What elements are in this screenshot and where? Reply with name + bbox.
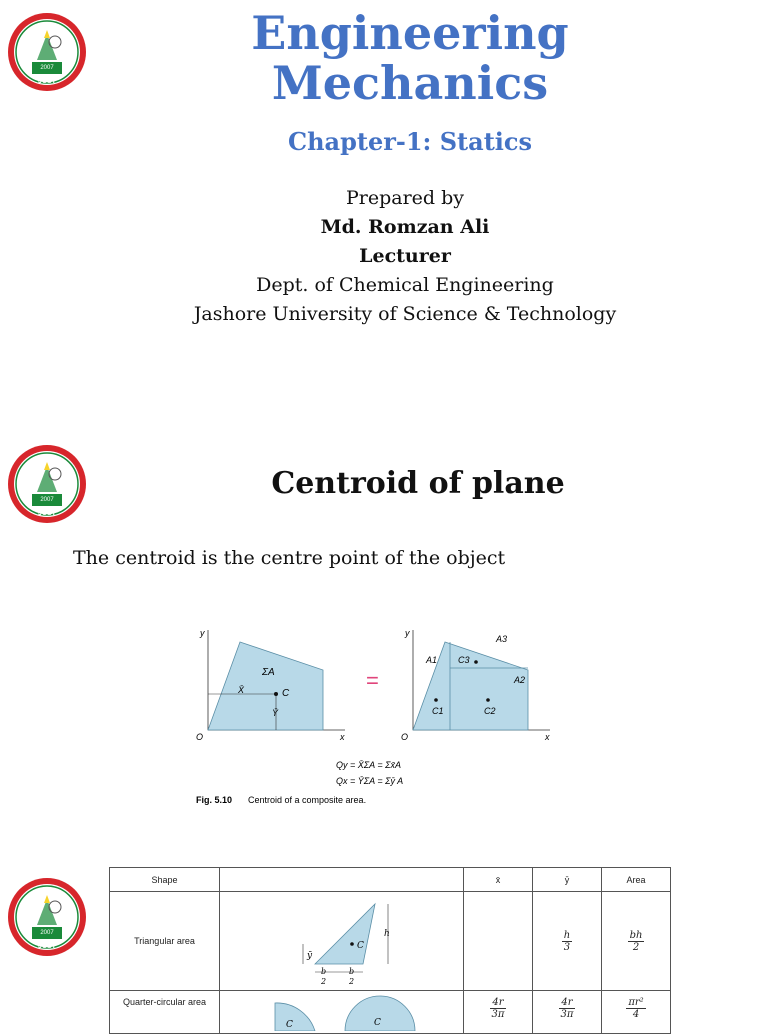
slide-title: Centroid of plane [271,466,565,501]
ybar-denominator: 3π [560,1009,574,1020]
ybar-numerator: h [563,929,571,941]
title-line-2: Mechanics [271,56,549,110]
origin-label-right: O [401,732,409,742]
shape-name: Quarter-circular area [110,991,220,1034]
quarter-circle-figure-cell [220,991,464,1034]
equation-qy: Qy = X̄ΣA = Σx̄A [336,760,401,770]
centroid-label: C [282,688,290,699]
svg-text:C: C [374,1018,381,1028]
author-name: Md. Romzan Ali [320,216,490,238]
ybar-label: Ȳ [272,708,279,718]
area-denominator: 2 [632,941,640,953]
header-shape: Shape [110,868,220,892]
xbar-label: X̄ [238,685,245,695]
university-logo [7,877,87,957]
prepared-by: Prepared by [345,187,465,209]
triangle-figure-cell [220,892,464,991]
equals-sign: = [366,668,379,693]
c3-label: C3 [458,655,470,665]
logo-year: 2007 [40,930,54,936]
a2-label: A2 [514,675,526,685]
svg-text:C: C [286,1020,293,1030]
two-label-2: 2 [349,977,355,986]
chapter-title: Chapter-1: Statics [287,127,533,156]
figure-caption-text: Centroid of a composite area. [248,795,367,805]
author-position: Lecturer [359,245,451,267]
b-label-1: b [321,967,327,976]
b-label-2: b [349,967,355,976]
triangle-area [602,892,671,991]
height-label: h [384,929,390,939]
centroid-composite-figure [190,620,570,810]
area-numerator: bh [629,929,643,941]
quarter-circle-figure [220,991,463,1031]
triangle-xbar [464,892,533,991]
logo-abbr: JUST [38,510,56,517]
ybar-label: ȳ [307,951,313,961]
x-axis-label: x [340,732,345,742]
header-xbar: x̄ [464,868,533,892]
area-numerator: πr² [628,997,644,1008]
origin-label: O [196,732,204,742]
area-denominator: 4 [632,1009,640,1020]
university-logo [7,444,87,524]
triangle-figure [220,892,463,988]
logo-abbr: JUST [38,943,56,950]
shape-name: Triangular area [110,892,220,991]
table-row [110,991,671,1034]
c2-label: C2 [484,706,496,716]
table-header-row [110,868,671,892]
author-info [100,184,710,329]
table-row [110,892,671,991]
title-line-1: Engineering [251,6,569,60]
xbar-numerator: 4r [492,997,504,1008]
x-axis-label-right: x [545,732,550,742]
logo-year: 2007 [40,497,54,503]
centroid-shapes-table [109,867,671,1034]
header-ybar: ȳ [533,868,602,892]
figure-caption-label: Fig. 5.10 [196,795,233,805]
centroid-c-label: C [357,941,364,951]
xbar-denominator: 3π [491,1009,505,1020]
quarter-ybar [533,991,602,1034]
header-figure [220,868,464,892]
centroid-definition: The centroid is the centre point of the object [73,547,506,569]
ybar-numerator: 4r [561,997,573,1008]
y-axis-label: y [200,628,205,638]
a3-label: A3 [496,634,508,644]
sum-area-label: ΣA [262,667,275,678]
university-logo [7,12,87,92]
equation-qx: Qx = ȲΣA = Σȳ A [336,776,404,786]
quarter-area [602,991,671,1034]
y-axis-label-right: y [405,628,410,638]
ybar-denominator: 3 [563,941,571,953]
c1-label: C1 [432,706,444,716]
logo-year: 2007 [40,65,54,71]
quarter-xbar [464,991,533,1034]
header-area: Area [602,868,671,892]
triangle-ybar [533,892,602,991]
two-label-1: 2 [321,977,327,986]
department: Dept. of Chemical Engineering [256,274,554,296]
logo-abbr: JUST [38,78,56,85]
university: Jashore University of Science & Technology [193,303,617,325]
a1-label: A1 [426,655,438,665]
